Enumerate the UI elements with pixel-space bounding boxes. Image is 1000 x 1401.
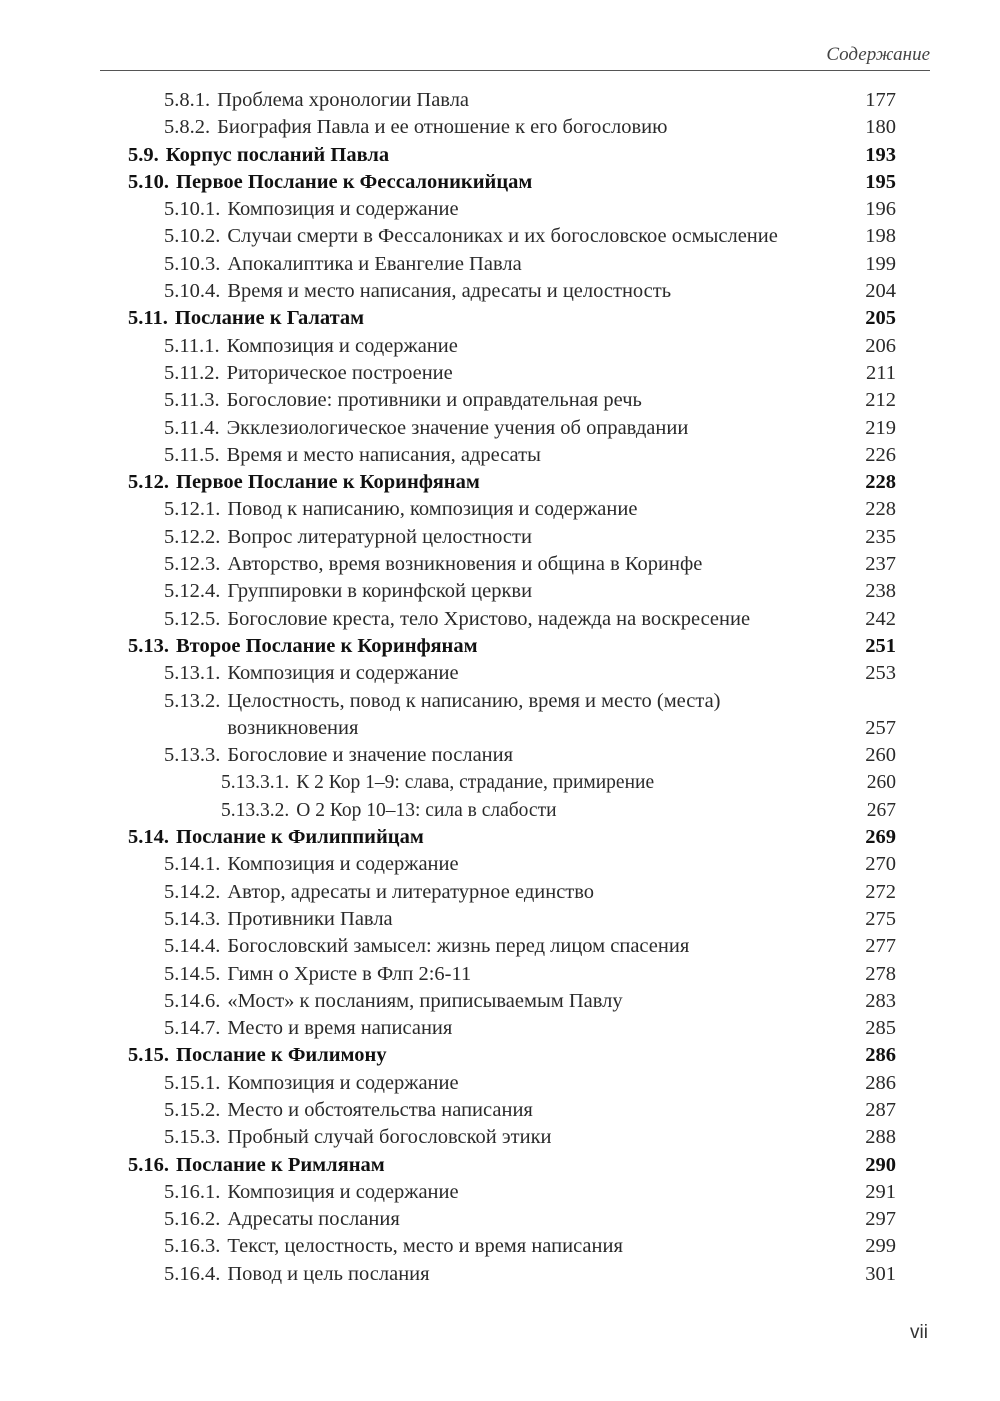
toc-entry-number: 5.13.3. <box>164 744 221 767</box>
toc-entry-number: 5.11.2. <box>164 361 220 384</box>
toc-entry-title <box>166 142 836 169</box>
toc-entry-number: 5.16.3. <box>164 1235 221 1258</box>
toc-entry-title-text: Вопрос литературной целостности <box>227 525 532 548</box>
toc-entry-title <box>175 305 836 332</box>
toc-entry <box>128 114 896 141</box>
toc-entry-title <box>227 1233 836 1260</box>
toc-entry-number: 5.15.2. <box>164 1098 221 1121</box>
toc-entry-title-text: Послание к Филимону <box>176 1044 387 1067</box>
toc-entry-title-text: Повод и цель послания <box>227 1262 430 1285</box>
toc-entry-title <box>176 169 836 196</box>
toc-entry-number: 5.16.2. <box>164 1208 221 1231</box>
toc-entry <box>128 305 896 332</box>
toc-entry-title <box>217 87 836 114</box>
toc-entry <box>128 688 896 743</box>
toc-entry-page: 285 <box>865 1017 896 1040</box>
toc-entry-number: 5.13.3.1. <box>221 772 290 794</box>
toc-entry-number: 5.11. <box>128 307 168 330</box>
toc-entry-title <box>227 1206 836 1233</box>
toc-entry-page: 297 <box>865 1208 896 1231</box>
toc-entry-page: 195 <box>865 170 896 193</box>
toc-entry-title <box>296 797 836 824</box>
toc-entry-page: 205 <box>865 307 896 330</box>
toc-entry-number: 5.16.4. <box>164 1262 221 1285</box>
toc-entry-title-text: Композиция и содержание <box>227 853 459 876</box>
toc-entry-page: 286 <box>865 1071 896 1094</box>
toc-entry-title <box>176 1042 836 1069</box>
running-header-title: Содержание <box>826 44 930 65</box>
toc-entry-title-text: Случаи смерти в Фессалониках и их богословское осмысление <box>227 225 778 248</box>
toc-entry-page: 286 <box>865 1044 896 1067</box>
toc-entry-title <box>217 114 836 141</box>
toc-entry-title <box>176 1152 836 1179</box>
toc-entry-title-text: Композиция и содержание <box>227 1071 459 1094</box>
toc-entry-page: 228 <box>865 498 896 521</box>
toc-entry-number: 5.13.1. <box>164 662 221 685</box>
toc-entry-number: 5.9. <box>128 143 159 166</box>
toc-entry-title <box>227 879 836 906</box>
toc-entry-page: 260 <box>866 772 896 794</box>
toc-entry-title-text: Экклезиологическое значение учения об оправдании <box>226 416 689 439</box>
toc-entry-title-text: Время и место написания, адресаты и целостность <box>227 280 672 303</box>
toc-entry-number: 5.8.2. <box>164 116 211 139</box>
table-of-contents <box>128 87 896 1288</box>
toc-entry-title-text: Второе Послание к Коринфянам <box>176 634 478 657</box>
toc-entry-page: 299 <box>865 1235 896 1258</box>
toc-entry-title-text: Автор, адресаты и литературное единство <box>227 880 595 903</box>
toc-entry-page: 177 <box>865 89 896 111</box>
toc-entry-title <box>227 223 836 250</box>
toc-entry-page: 219 <box>865 416 896 439</box>
toc-entry-title <box>227 360 836 387</box>
toc-entry-number: 5.10.4. <box>164 280 221 303</box>
toc-entry-page: 237 <box>865 553 896 576</box>
toc-entry <box>128 906 896 933</box>
toc-entry-page: 277 <box>865 935 896 958</box>
toc-entry <box>128 824 896 851</box>
toc-entry <box>128 769 896 796</box>
toc-entry-title-text: Апокалиптика и Евангелие Павла <box>227 252 522 275</box>
toc-entry-page: 272 <box>865 880 896 903</box>
toc-entry <box>128 1152 896 1179</box>
toc-entry-number: 5.14.2. <box>164 880 221 903</box>
toc-entry-page: 206 <box>865 334 896 357</box>
toc-entry-number: 5.14. <box>128 826 169 849</box>
toc-entry-title-text: О 2 Кор 10–13: сила в слабости <box>296 799 557 821</box>
toc-entry-number: 5.10.2. <box>164 225 221 248</box>
toc-entry-title-text: Богословие и значение послания <box>227 744 514 767</box>
toc-entry <box>128 333 896 360</box>
toc-entry-title-text: Композиция и содержание <box>226 334 458 357</box>
toc-entry-title-text: К 2 Кор 1–9: слава, страдание, примирение <box>296 772 655 794</box>
toc-entry-title-text: Богословие: противники и оправдательная речь <box>226 389 642 412</box>
toc-entry <box>128 1233 896 1260</box>
toc-entry-title-text: Пробный случай богословской этики <box>227 1126 552 1149</box>
toc-entry-title <box>227 496 836 523</box>
toc-entry-number: 5.14.7. <box>164 1017 221 1040</box>
toc-entry-page: 198 <box>865 225 896 248</box>
toc-entry-page: 180 <box>865 116 896 139</box>
toc-entry <box>128 196 896 223</box>
toc-entry <box>128 278 896 305</box>
toc-entry-number: 5.10. <box>128 170 169 193</box>
toc-entry-title <box>176 824 836 851</box>
toc-entry <box>128 988 896 1015</box>
toc-entry <box>128 142 896 169</box>
running-header <box>100 40 930 71</box>
toc-entry-title <box>227 851 836 878</box>
toc-entry-title <box>227 1070 836 1097</box>
toc-entry-number: 5.14.4. <box>164 935 221 958</box>
toc-entry <box>128 87 896 114</box>
toc-entry-page: 267 <box>866 799 896 821</box>
toc-entry-title <box>227 442 836 469</box>
toc-entry-title-text: Композиция и содержание <box>227 662 459 685</box>
toc-entry-number: 5.8.1. <box>164 89 211 111</box>
toc-entry-page: 290 <box>865 1153 896 1176</box>
toc-entry <box>128 660 896 687</box>
toc-entry-title-text: Время и место написания, адресаты <box>226 443 541 466</box>
toc-entry-page: 251 <box>865 634 896 657</box>
toc-entry <box>128 933 896 960</box>
toc-entry-number: 5.15.1. <box>164 1071 221 1094</box>
toc-entry-title <box>227 933 836 960</box>
toc-entry-title-text: Гимн о Христе в Флп 2:6-11 <box>227 962 472 985</box>
toc-entry <box>128 961 896 988</box>
toc-entry <box>128 360 896 387</box>
toc-entry-number: 5.10.1. <box>164 198 221 221</box>
toc-entry-page: 212 <box>865 389 896 412</box>
toc-entry-title <box>296 769 836 796</box>
toc-entry-title-text: Послание к Галатам <box>174 307 365 330</box>
toc-entry-page: 228 <box>865 471 896 494</box>
toc-entry-number: 5.11.5. <box>164 443 220 466</box>
toc-entry-page: 283 <box>865 989 896 1012</box>
toc-entry <box>128 1124 896 1151</box>
toc-entry-title-text: Первое Послание к Коринфянам <box>176 471 480 494</box>
toc-entry-title <box>176 469 836 496</box>
toc-entry-title <box>227 742 836 769</box>
toc-entry-page: 301 <box>865 1262 896 1285</box>
toc-entry <box>128 251 896 278</box>
toc-entry-title <box>227 251 836 278</box>
toc-entry-title <box>227 1015 836 1042</box>
toc-entry-title <box>227 578 836 605</box>
toc-entry-number: 5.15.3. <box>164 1126 221 1149</box>
toc-entry-number: 5.11.3. <box>164 389 220 412</box>
toc-entry-title <box>227 660 836 687</box>
toc-entry-number: 5.14.3. <box>164 907 221 930</box>
toc-entry-number: 5.12.3. <box>164 553 221 576</box>
toc-entry-title <box>227 1261 836 1288</box>
toc-entry-title <box>227 1124 836 1151</box>
toc-entry-number: 5.11.1. <box>164 334 220 357</box>
toc-entry-number: 5.15. <box>128 1044 169 1067</box>
toc-entry <box>128 1042 896 1069</box>
toc-entry-title-text: Первое Послание к Фессалоникийцам <box>176 170 533 193</box>
toc-entry-page: 278 <box>865 962 896 985</box>
toc-entry-page: 291 <box>865 1180 896 1203</box>
toc-entry-number: 5.11.4. <box>164 416 220 439</box>
toc-entry-page: 211 <box>866 361 896 384</box>
toc-entry-page: 253 <box>865 662 896 685</box>
toc-entry-title <box>227 606 836 633</box>
toc-entry-title-text: Биография Павла и ее отношение к его богословию <box>217 116 668 139</box>
toc-entry <box>128 442 896 469</box>
toc-entry-number: 5.16.1. <box>164 1180 221 1203</box>
toc-entry <box>128 415 896 442</box>
toc-entry <box>128 879 896 906</box>
toc-entry-title-text: Место и время написания <box>227 1017 453 1040</box>
toc-entry <box>128 851 896 878</box>
toc-entry-title-text: Риторическое построение <box>226 361 453 384</box>
toc-entry-title-text: Повод к написанию, композиция и содержание <box>227 498 638 521</box>
toc-entry <box>128 1070 896 1097</box>
toc-entry-title-text: Противники Павла <box>227 907 393 930</box>
toc-entry-title <box>227 524 836 551</box>
toc-entry-title <box>227 387 836 414</box>
toc-entry-title-text: Композиция и содержание <box>227 1180 459 1203</box>
toc-entry-page: 260 <box>865 744 896 767</box>
toc-entry-page: 242 <box>865 607 896 630</box>
toc-entry <box>128 169 896 196</box>
toc-entry-title-text: Текст, целостность, место и время написания <box>227 1235 623 1258</box>
toc-entry-page: 193 <box>865 143 896 166</box>
toc-entry-title <box>227 988 836 1015</box>
toc-entry-page: 269 <box>865 826 896 849</box>
toc-entry-page: 270 <box>865 853 896 876</box>
toc-entry-number: 5.14.1. <box>164 853 221 876</box>
toc-entry <box>128 742 896 769</box>
toc-entry-title-text: Место и обстоятельства написания <box>227 1098 533 1121</box>
toc-entry <box>128 1015 896 1042</box>
toc-entry-number: 5.13. <box>128 634 169 657</box>
toc-entry <box>128 469 896 496</box>
toc-entry-title-text: Корпус посланий Павла <box>165 143 390 166</box>
toc-entry <box>128 578 896 605</box>
toc-entry-number: 5.14.5. <box>164 962 221 985</box>
toc-entry-title-text: Адресаты послания <box>227 1208 400 1231</box>
toc-entry-number: 5.13.2. <box>164 689 221 712</box>
toc-entry-title <box>227 688 836 743</box>
toc-entry-page: 226 <box>865 443 896 466</box>
toc-entry-title <box>227 415 836 442</box>
toc-entry-title-continuation: возникновения <box>227 716 359 739</box>
toc-entry-title <box>227 196 836 223</box>
toc-entry-title-text: Целостность, повод к написанию, время и место (места) <box>227 689 721 712</box>
toc-entry-number: 5.16. <box>128 1153 169 1176</box>
toc-entry <box>128 1206 896 1233</box>
toc-entry-title <box>227 906 836 933</box>
toc-entry-title-text: Проблема хронологии Павла <box>217 89 470 111</box>
toc-entry-number: 5.12.2. <box>164 525 221 548</box>
toc-entry-title-text: Группировки в коринфской церкви <box>227 580 533 603</box>
toc-entry-number: 5.12. <box>128 471 169 494</box>
toc-entry <box>128 496 896 523</box>
toc-entry-title <box>227 1097 836 1124</box>
toc-entry-title <box>227 961 836 988</box>
toc-entry-title-text: «Мост» к посланиям, приписываемым Павлу <box>227 989 623 1012</box>
toc-entry-title-text: Композиция и содержание <box>227 198 459 221</box>
toc-entry-number: 5.14.6. <box>164 989 221 1012</box>
toc-entry <box>128 223 896 250</box>
toc-entry-title-text: Богословский замысел: жизнь перед лицом спасения <box>227 935 690 958</box>
toc-entry-title <box>227 551 836 578</box>
toc-entry-page: 287 <box>865 1098 896 1121</box>
toc-entry-page: 235 <box>865 525 896 548</box>
toc-entry <box>128 1097 896 1124</box>
toc-entry-title-text: Богословие креста, тело Христово, надежда на воскресение <box>227 607 751 630</box>
toc-entry-page: 199 <box>865 252 896 275</box>
toc-entry <box>128 1179 896 1206</box>
toc-entry-title <box>227 1179 836 1206</box>
toc-entry-page: 257 <box>865 716 896 739</box>
toc-entry-title-text: Послание к Филиппийцам <box>176 826 424 849</box>
toc-entry <box>128 633 896 660</box>
toc-entry <box>128 387 896 414</box>
toc-entry-title-text: Послание к Римлянам <box>176 1153 385 1176</box>
toc-entry-number: 5.10.3. <box>164 252 221 275</box>
toc-entry-page: 288 <box>865 1126 896 1149</box>
toc-entry <box>128 524 896 551</box>
toc-entry <box>128 606 896 633</box>
toc-entry-number: 5.13.3.2. <box>221 799 290 821</box>
toc-entry <box>128 1261 896 1288</box>
toc-entry <box>128 797 896 824</box>
toc-entry-page: 204 <box>865 280 896 303</box>
toc-entry-title <box>176 633 836 660</box>
toc-entry-page: 238 <box>865 580 896 603</box>
toc-entry-number: 5.12.1. <box>164 498 221 521</box>
toc-entry-title-text: Авторство, время возникновения и община в Коринфе <box>227 553 703 576</box>
toc-entry-number: 5.12.5. <box>164 607 221 630</box>
toc-entry-page: 275 <box>865 907 896 930</box>
toc-entry-title <box>227 278 836 305</box>
toc-entry <box>128 551 896 578</box>
page-number: vii <box>910 1322 928 1343</box>
toc-entry-title <box>227 333 836 360</box>
toc-entry-page: 196 <box>865 198 896 221</box>
toc-entry-number: 5.12.4. <box>164 580 221 603</box>
